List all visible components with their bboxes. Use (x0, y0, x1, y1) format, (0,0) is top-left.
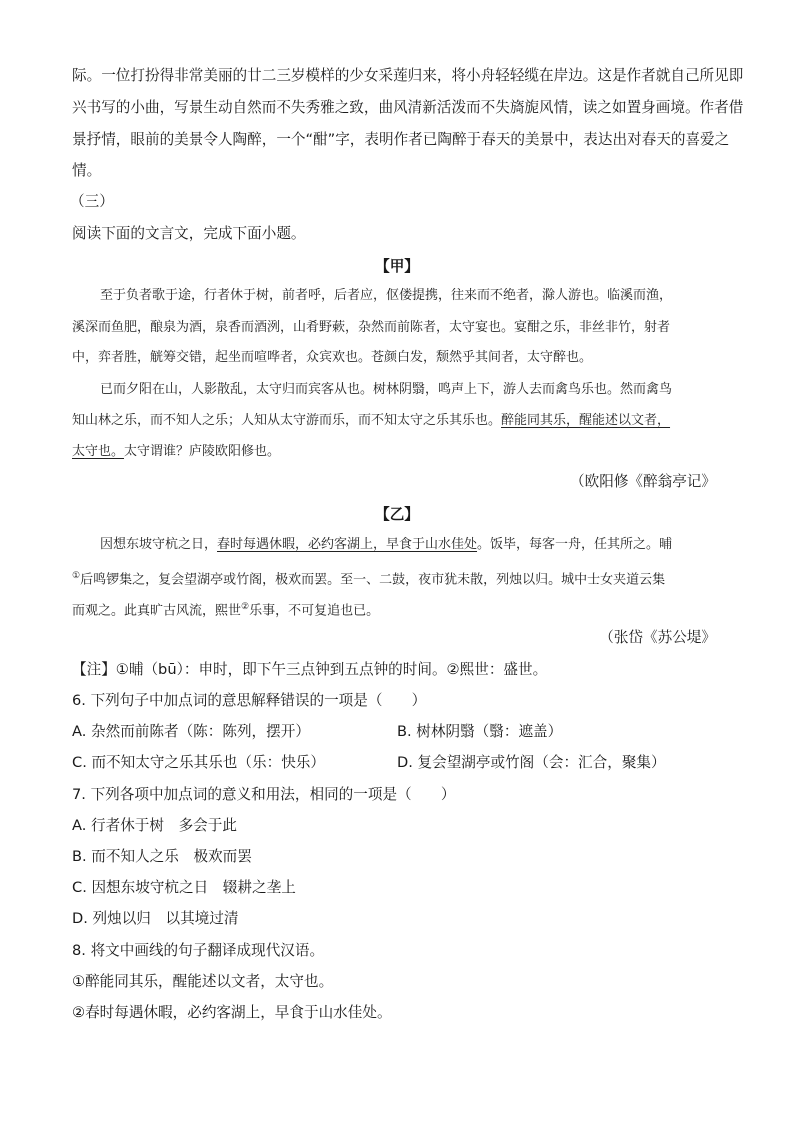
passage-jia-text: 知山林之乐，而不知人之乐；人知从太守游而乐，而不知太守之乐其乐也。 (72, 413, 502, 428)
passage-jia-title: 【甲】 (375, 258, 419, 275)
passage-yi-text: 。饭毕，每客一舟，任其所之。晡 (477, 537, 673, 552)
passage-jia-line: 已而夕阳在山，人影散乱，太守归而宾客从也。树林阴翳，鸣声上下，游人去而禽鸟乐也。然而禽鸟 (100, 382, 673, 397)
intro-line: 景抒情，眼前的美景令人陶醉，一个“酣”字，表明作者已陶醉于春天的美景中，表达出对春天的喜爱之 (72, 131, 730, 148)
question-6-option-c: C. 而不知太守之乐其乐也（乐：快乐） (72, 754, 325, 771)
question-8-sentence-2: ②春时每遇休暇，必约客湖上，早食于山水佳处。 (72, 1004, 392, 1021)
question-7-option-a: A. 行者休于树 多会于此 (72, 817, 237, 834)
passage-yi-text: 因想东坡守杭之日， (100, 537, 218, 552)
question-8-stem: 8. 将文中画线的句子翻译成现代汉语。 (72, 942, 325, 959)
passage-yi-line (100, 535, 672, 555)
passage-jia-line: 中，弈者胜，觥筹交错，起坐而喧哗者，众宾欢也。苍颜白发，颓然乎其间者，太守醉也。 (72, 350, 593, 365)
passage-yi-line (72, 597, 379, 621)
passage-yi-line (72, 566, 665, 590)
intro-line: 际。一位打扮得非常美丽的廿二三岁模样的少女采莲归来，将小舟轻轻缆在岸边。这是作者就自己所见即 (72, 67, 744, 84)
passage-jia-line (72, 442, 280, 462)
passage-jia-line: 至于负者歌于途，行者休于树，前者呼，后者应，伛偻提携，往来而不绝者，滁人游也。临溪而渔， (100, 288, 673, 303)
question-7-option-c: C. 因想东坡守杭之日 辍耕之垄上 (72, 879, 296, 896)
underlined-sentence: 太守也。 (72, 444, 125, 459)
footnote-mark: ② (241, 602, 250, 612)
intro-line: 情。 (72, 162, 102, 179)
passage-yi-text: 后鸣锣集之，复会望湖亭或竹阁，极欢而罢。至一、二鼓，夜市犹未散，列烛以归。城中士女夹道云集 (80, 572, 666, 588)
question-7-option-b: B. 而不知人之乐 极欢而罢 (72, 848, 252, 865)
passage-yi-text: 乐事，不可复追也已。 (249, 603, 380, 619)
passage-jia-line (72, 411, 670, 431)
passage-yi-source: （张岱《苏公堤》 (599, 629, 716, 646)
question-8-sentence-1: ①醉能同其乐，醒能述以文者，太守也。 (72, 973, 334, 990)
passage-jia-text: 太守谓谁？庐陵欧阳修也。 (124, 444, 281, 459)
question-6-stem: 6. 下列句子中加点词的意思解释错误的一项是（ ） (72, 692, 427, 709)
underlined-sentence: 春时每遇休暇，必约客湖上，早食于山水佳处 (217, 537, 478, 552)
instruction: 阅读下面的文言文，完成下面小题。 (72, 225, 306, 242)
passage-yi-text: 而观之。此真旷古风流，熙世 (72, 603, 242, 619)
underlined-sentence: 醉能同其乐，醒能述以文者， (501, 413, 671, 428)
passage-jia-line: 溪深而鱼肥，酿泉为酒，泉香而酒洌，山肴野蔌，杂然而前陈者，太守宴也。宴酣之乐，非丝非竹，射者 (72, 320, 671, 335)
section-label: （三） (70, 193, 114, 210)
footnote-mark: ① (72, 571, 81, 581)
question-6-option-a: A. 杂然而前陈者（陈：陈列，摆开） (72, 723, 310, 740)
question-7-option-d: D. 列烛以归 以其境过清 (72, 910, 239, 927)
footnote: 【注】①晡（bū）：申时，即下午三点钟到五点钟的时间。②熙世：盛世。 (72, 661, 548, 678)
intro-line: 兴书写的小曲，写景生动自然而不失秀雅之致，曲风清新活泼而不失旖旎风情，读之如置身画境。作者借 (72, 99, 744, 116)
passage-jia-source: （欧阳修《醉翁亭记》 (570, 473, 716, 490)
question-6-option-b: B. 树林阴翳（翳：遮盖） (397, 723, 563, 740)
question-7-stem: 7. 下列各项中加点词的意义和用法，相同的一项是（ ） (72, 786, 456, 803)
question-6-option-d: D. 复会望湖亭或竹阁（会：汇合，聚集） (397, 754, 666, 771)
passage-yi-title: 【乙】 (375, 506, 419, 523)
